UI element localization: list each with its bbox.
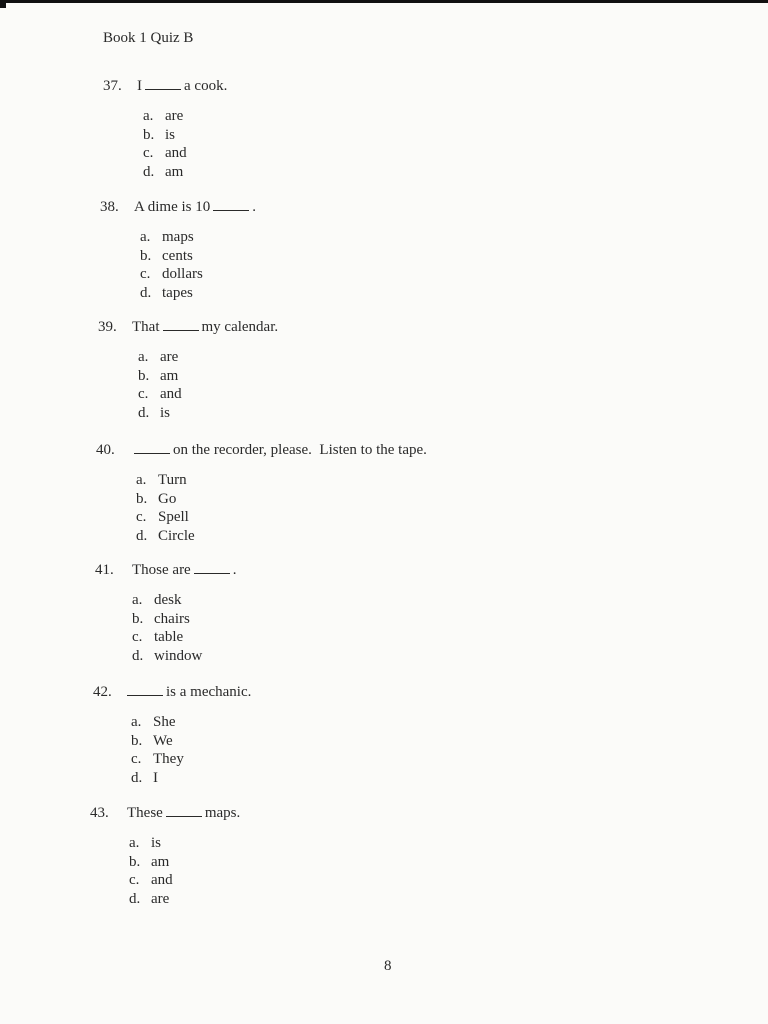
answer-option[interactable] — [140, 228, 256, 247]
question-number: 40. — [96, 442, 115, 458]
stem-after-blank: my calendar. — [201, 319, 279, 335]
option-text: table — [154, 629, 184, 646]
answer-option[interactable] — [136, 471, 427, 490]
stem-after-blank: . — [232, 562, 237, 578]
answer-option[interactable] — [129, 834, 240, 853]
question-37 — [103, 78, 227, 182]
option-text: tapes — [162, 285, 193, 302]
question-43 — [90, 805, 240, 909]
option-text: She — [153, 714, 176, 730]
answer-options — [138, 348, 278, 423]
option-text: dollars — [162, 266, 203, 283]
answer-blank — [145, 88, 181, 90]
question-stem — [103, 78, 227, 95]
answer-options — [131, 713, 251, 788]
option-text: window — [154, 648, 203, 665]
answer-option[interactable] — [138, 348, 278, 367]
question-40 — [96, 442, 427, 546]
answer-option[interactable] — [129, 853, 240, 872]
option-letter: b. — [143, 126, 155, 143]
answer-blank — [213, 209, 249, 211]
option-letter: a. — [131, 714, 142, 730]
stem-after-blank: is a mechanic. — [166, 684, 252, 700]
option-text: and — [165, 145, 187, 162]
option-text: is — [160, 405, 171, 422]
answer-option[interactable] — [136, 527, 427, 546]
question-number: 39. — [98, 319, 117, 335]
option-letter: a. — [132, 592, 143, 608]
stem-before-blank: Those are — [132, 562, 191, 578]
answer-options — [140, 228, 256, 303]
stem-after-blank: on the recorder, please. Listen to the tape. — [173, 442, 427, 458]
answer-option[interactable] — [140, 265, 256, 284]
option-text: Circle — [158, 528, 195, 545]
answer-options — [129, 834, 240, 909]
question-stem — [98, 319, 278, 336]
scan-top-edge — [0, 0, 768, 3]
question-number: 42. — [93, 684, 112, 700]
option-text: We — [153, 732, 173, 749]
option-letter: d. — [129, 891, 141, 908]
option-letter: a. — [136, 472, 147, 488]
option-text: is — [151, 835, 162, 851]
stem-before-blank: These — [127, 805, 163, 821]
option-text: chairs — [154, 610, 190, 627]
option-letter: b. — [131, 732, 143, 749]
option-letter: b. — [129, 853, 141, 870]
option-text: am — [151, 853, 170, 870]
option-text: are — [165, 108, 184, 124]
option-text: Turn — [158, 472, 187, 488]
answer-option[interactable] — [132, 610, 236, 629]
question-stem — [93, 684, 251, 701]
stem-before-blank: That — [132, 319, 160, 335]
answer-option[interactable] — [129, 890, 240, 909]
question-stem — [95, 562, 236, 579]
option-letter: d. — [138, 405, 150, 422]
answer-option[interactable] — [132, 628, 236, 647]
answer-option[interactable] — [132, 647, 236, 666]
option-letter: b. — [132, 610, 144, 627]
question-number: 38. — [100, 199, 119, 215]
answer-blank — [194, 572, 230, 574]
answer-option[interactable] — [131, 769, 251, 788]
option-text: and — [160, 386, 182, 403]
question-number: 43. — [90, 805, 109, 821]
answer-options — [136, 471, 427, 546]
stem-before-blank: A dime is 10 — [134, 199, 211, 215]
option-text: is — [165, 126, 176, 143]
option-text: desk — [154, 592, 182, 608]
answer-blank — [134, 452, 170, 454]
question-stem — [100, 199, 256, 216]
answer-option[interactable] — [143, 144, 227, 163]
answer-option[interactable] — [129, 871, 240, 890]
answer-option[interactable] — [131, 713, 251, 732]
option-letter: c. — [136, 509, 147, 526]
answer-blank — [166, 815, 202, 817]
option-text: I — [153, 770, 158, 787]
option-text: are — [160, 349, 179, 365]
answer-option[interactable] — [132, 591, 236, 610]
option-letter: d. — [136, 528, 148, 545]
question-stem — [96, 442, 427, 459]
answer-option[interactable] — [143, 107, 227, 126]
page-number: 8 — [384, 958, 392, 974]
option-text: Go — [158, 490, 177, 507]
scan-corner-mark — [0, 0, 6, 8]
answer-blank — [163, 329, 199, 331]
question-41 — [95, 562, 236, 666]
answer-options — [143, 107, 227, 182]
option-letter: c. — [138, 386, 149, 403]
option-letter: c. — [143, 145, 154, 162]
option-letter: b. — [138, 367, 150, 384]
option-letter: a. — [138, 349, 149, 365]
option-text: and — [151, 872, 173, 889]
option-letter: d. — [131, 770, 143, 787]
answer-option[interactable] — [140, 247, 256, 266]
answer-option[interactable] — [131, 732, 251, 751]
option-text: maps — [162, 229, 194, 245]
answer-option[interactable] — [138, 404, 278, 423]
answer-blank — [127, 694, 163, 696]
question-stem — [90, 805, 240, 822]
option-letter: a. — [143, 108, 154, 124]
question-42 — [93, 684, 251, 788]
stem-after-blank: a cook. — [184, 78, 228, 94]
answer-option[interactable] — [136, 508, 427, 527]
stem-after-blank: . — [252, 199, 257, 215]
answer-option[interactable] — [136, 490, 427, 509]
answer-option[interactable] — [143, 126, 227, 145]
answer-option[interactable] — [131, 750, 251, 769]
answer-option[interactable] — [138, 367, 278, 386]
answer-options — [132, 591, 236, 666]
option-letter: b. — [136, 490, 148, 507]
stem-after-blank: maps. — [204, 805, 241, 821]
answer-option[interactable] — [138, 385, 278, 404]
answer-option[interactable] — [140, 284, 256, 303]
option-text: cents — [162, 247, 193, 264]
question-number: 37. — [103, 78, 122, 94]
question-38 — [100, 199, 256, 303]
option-letter: d. — [140, 285, 152, 302]
option-text: are — [151, 891, 170, 908]
stem-before-blank: I — [137, 78, 142, 94]
question-number: 41. — [95, 562, 114, 578]
option-letter: c. — [132, 629, 143, 646]
option-letter: a. — [129, 835, 140, 851]
option-text: Spell — [158, 509, 189, 526]
option-letter: b. — [140, 247, 152, 264]
option-letter: a. — [140, 229, 151, 245]
option-letter: d. — [132, 648, 144, 665]
question-39 — [98, 319, 278, 423]
option-text: am — [160, 367, 179, 384]
option-letter: c. — [131, 751, 142, 768]
option-text: They — [153, 751, 184, 768]
option-letter: d. — [143, 164, 155, 181]
answer-option[interactable] — [143, 163, 227, 182]
option-text: am — [165, 164, 184, 181]
quiz-title: Book 1 Quiz B — [103, 30, 194, 46]
option-letter: c. — [129, 872, 140, 889]
option-letter: c. — [140, 266, 151, 283]
